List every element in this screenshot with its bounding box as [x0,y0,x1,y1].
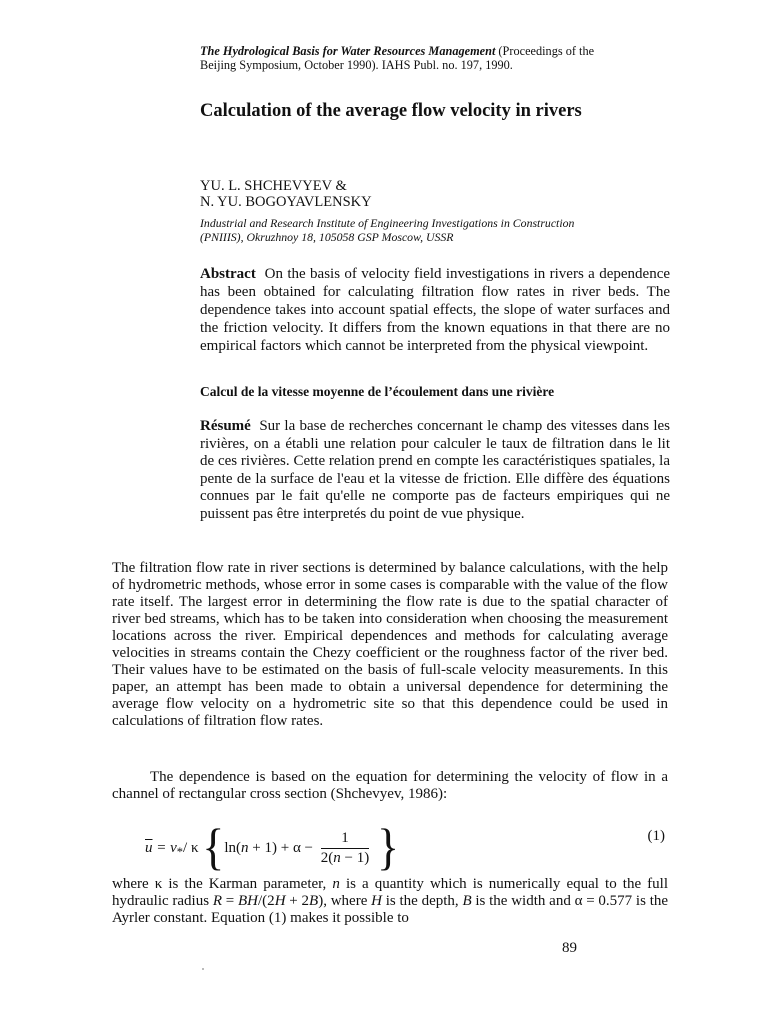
scan-mark [202,968,204,970]
source-details: (Proceedings of the Beijing Symposium, October 1990). IAHS Publ. no. 197, 1990. [200,44,595,72]
abstract-label: Abstract [200,266,256,282]
eq-subscript: * [176,845,184,859]
authors [200,178,372,210]
author-line-1: YU. L. SHCHEVYEV & [200,178,347,194]
eq-plus: + 1) + α − [248,840,314,856]
source-title: The Hydrological Basis for Water Resources Management [200,44,496,58]
resume-label: Résumé [200,418,251,434]
eq-velocity: = v [152,840,177,856]
eq-fraction [321,829,369,868]
eq-brace-close: } [376,818,400,875]
abstract [200,265,670,355]
affiliation: Industrial and Research Institute of Engineering Investigations in Construction (PNIIIS), Okruzhnoy 18, 105058 GSP Moscow, USSR [200,216,575,244]
page-number: 89 [562,940,577,956]
equation-expression [145,818,400,875]
author-line-2: N. YU. BOGOYAVLENSKY [200,194,372,210]
equation-1 [145,812,665,875]
body-paragraph-3: where κ is the Karman parameter, n is a quantity which is numerically equal to the full hydraulic radius R = BH/(2H + 2B), where H is the depth, B is the width and α = 0.577 is the Ayrler constant. Equation (1) makes it possible to [112,876,669,926]
eq-numerator: 1 [321,829,369,849]
eq-lhs: $\overline{u}$ [145,840,153,856]
body-paragraph-2: The dependence is based on the equation for determining the velocity of flow in a channel of rectangular cross section (Shchevyev, 1986): [112,769,668,802]
eq-ln: ln( [224,840,242,856]
eq-denominator: 2(n − 1) [320,850,370,867]
citation-header [200,44,600,72]
eq-brace-open: { [202,818,225,875]
abstract-text: On the basis of velocity field investigations in rivers a dependence has been obtained for calculating filtration flow rates in river beds. The dependence takes into account spatial effects, the slope of water surfaces and the friction velocity. It differs from the known equations in that there are no empirical factors which cannot be interpreted from the physical viewpoint. [200,266,671,354]
resume [200,418,670,523]
resume-text: Sur la base de recherches concernant le champ des vitesses dans les rivières, on a établi une relation pour calculer le taux de filtration dans le lit de ces rivières. Cette relation prend en compte les caractéristiques spatiales, la pente de la surface de l'eau et la vitesse de friction. Elle diffère des équations connues par le fait qu'elle ne comporte pas de facteurs empiriques qui ne puissent pas être interpretés du point de vue physique. [200,418,671,522]
eq-n: n [241,840,249,856]
eq-kappa: / κ [183,840,199,856]
paper-title: Calculation of the average flow velocity in rivers [200,101,582,121]
equation-number: (1) [647,828,665,844]
body-paragraph-1: The filtration flow rate in river sections is determined by balance calculations, with the help of hydrometric methods, whose error in some cases is comparable with the value of the flow rate itself. The largest error in determining the flow rate is due to the spatial character of river bed streams, which has to be taken into consideration when choosing the measurement locations across the river. Empirical dependences and methods for calculating average velocities in streams contain the Chezy coefficient or the roughness factor of the river bed. Their values have to be estimated on the basis of full-scale velocity measurements. In this paper, an attempt has been made to obtain a universal dependence for determining the average flow velocity on a hydrometric site so that this dependence could be used in calculations of filtration flow rates. [112,560,668,729]
french-title: Calcul de la vitesse moyenne de l’écoulement dans une rivière [200,384,555,399]
